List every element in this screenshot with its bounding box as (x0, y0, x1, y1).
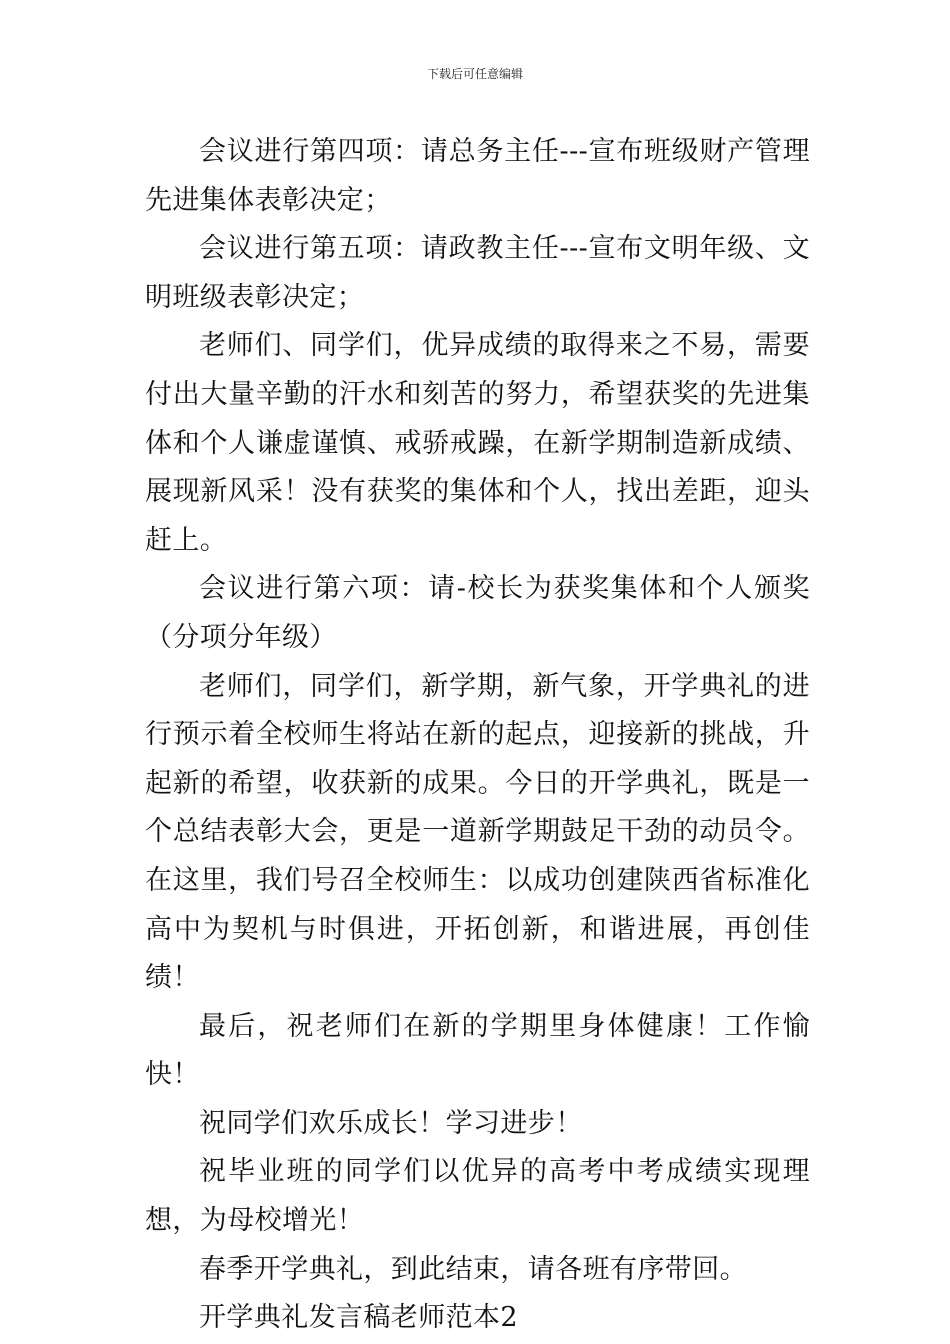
document-body (145, 128, 810, 1343)
page-header: 下载后可任意编辑 (426, 67, 523, 81)
paragraph: 祝毕业班的同学们以优异的高考中考成绩实现理想，为母校增光！ (145, 1156, 810, 1237)
section-title: 开学典礼发言稿老师范本2 (199, 1302, 518, 1334)
paragraph: 会议进行第四项：请总务主任---宣布班级财产管理先进集体表彰决定； (145, 136, 810, 216)
paragraph: 会议进行第五项：请政教主任---宣布文明年级、文明班级表彰决定； (145, 233, 810, 313)
paragraph: 老师们，同学们，新学期，新气象，开学典礼的进行预示着全校师生将站在新的起点，迎接新的挑战，升起新的希望，收获新的成果。今日的开学典礼，既是一个总结表彰大会，更是一道新学期鼓足干劲的动员令。在这里，我们号召全校师生：以成功创建陕西省标准化高中为契机与时俱进，开拓创新，和谐进展，再创佳绩！ (145, 670, 810, 994)
paragraph: 老师们、同学们，优异成绩的取得来之不易，需要付出大量辛勤的汗水和刻苦的努力，希望获奖的先进集体和个人谦虚谨慎、戒骄戒躁，在新学期制造新成绩、展现新风采！没有获奖的集体和个人，找出差距，迎头赶上。 (145, 330, 810, 556)
paragraph: 祝同学们欢乐成长！学习进步！ (199, 1107, 583, 1139)
paragraph: 春季开学典礼，到此结束，请各班有序带回。 (199, 1253, 747, 1285)
paragraph: 最后，祝老师们在新的学期里身体健康！工作愉快！ (145, 1010, 810, 1091)
paragraph: 会议进行第六项：请-校长为获奖集体和个人颁奖（分项分年级） (145, 573, 810, 653)
